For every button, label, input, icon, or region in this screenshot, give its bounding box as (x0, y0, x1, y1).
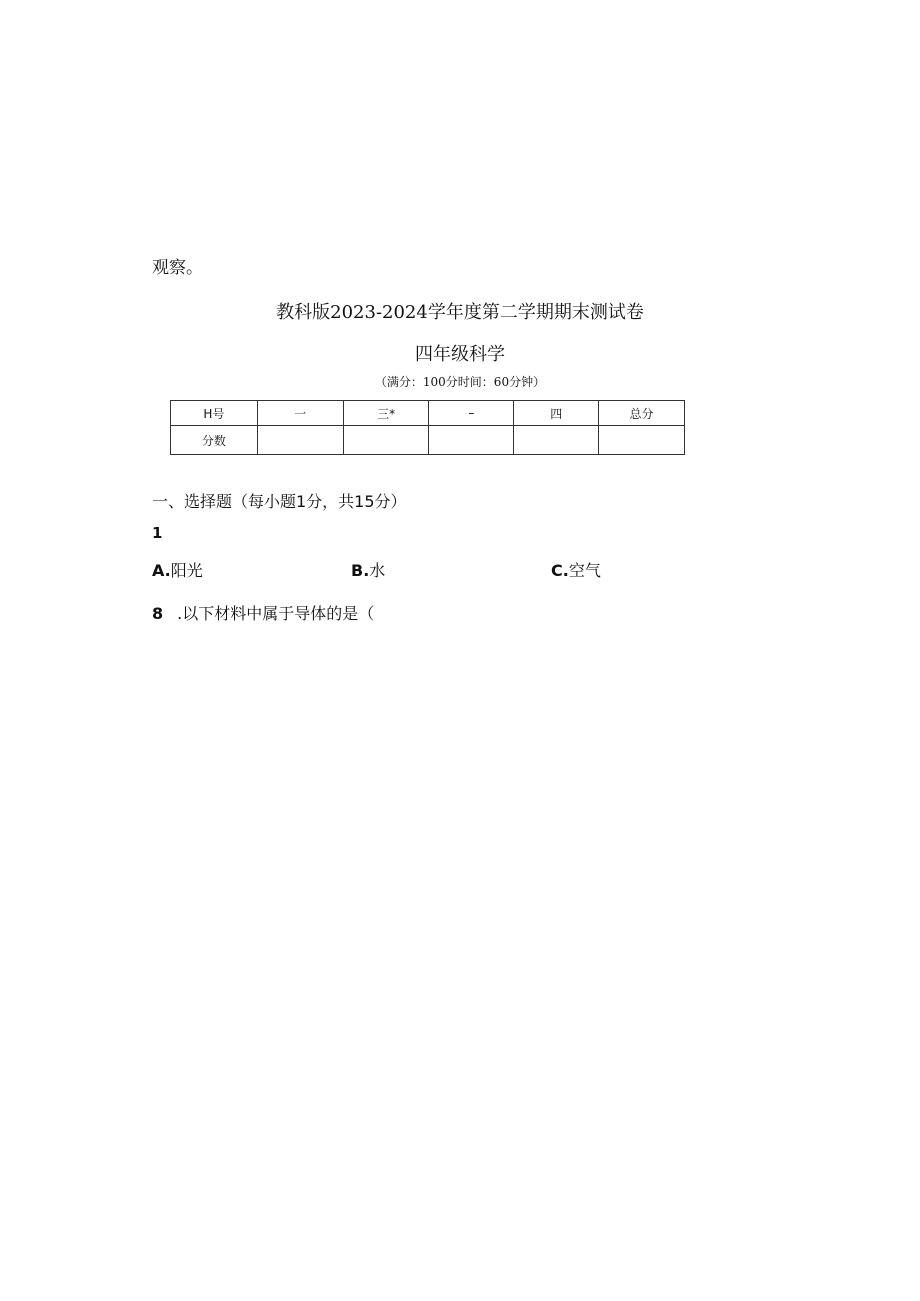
score-table-header: – (429, 401, 514, 426)
exam-info: （满分：100分时间：60分钟） (374, 375, 546, 389)
option-b (351, 558, 385, 581)
score-cell (343, 426, 429, 455)
score-table-header: 一 (257, 401, 343, 426)
option-text: 水 (369, 561, 386, 580)
score-cell (257, 426, 343, 455)
exam-subtitle: 四年级科学 (415, 344, 505, 365)
option-a (152, 558, 203, 581)
section-heading: 一、选择题（每小题1分，共15分） (152, 492, 407, 511)
score-table-header: H号 (171, 401, 258, 426)
option-text: 空气 (568, 561, 601, 580)
option-letter: C. (551, 561, 569, 580)
question-8 (152, 601, 374, 624)
score-table-header: 四 (514, 401, 599, 426)
score-cell (429, 426, 514, 455)
score-row-label: 分数 (171, 426, 258, 455)
question-number: 1 (152, 524, 163, 542)
score-table-header-row (171, 401, 685, 426)
question-number: 8 (152, 604, 164, 623)
option-letter: B. (351, 561, 370, 580)
score-table-header: 三* (343, 401, 429, 426)
score-table-score-row (171, 426, 685, 455)
question-text: .以下材料中属于导体的是（ (177, 604, 375, 623)
option-c (551, 558, 601, 581)
option-letter: A. (152, 561, 171, 580)
score-table-header: 总分 (599, 401, 685, 426)
top-note: 观察。 (152, 258, 203, 278)
exam-title: 教科版2023-2024学年度第二学期期末测试卷 (276, 302, 644, 323)
option-text: 阳光 (170, 561, 203, 580)
score-table (170, 400, 685, 455)
score-cell (514, 426, 599, 455)
score-cell (599, 426, 685, 455)
